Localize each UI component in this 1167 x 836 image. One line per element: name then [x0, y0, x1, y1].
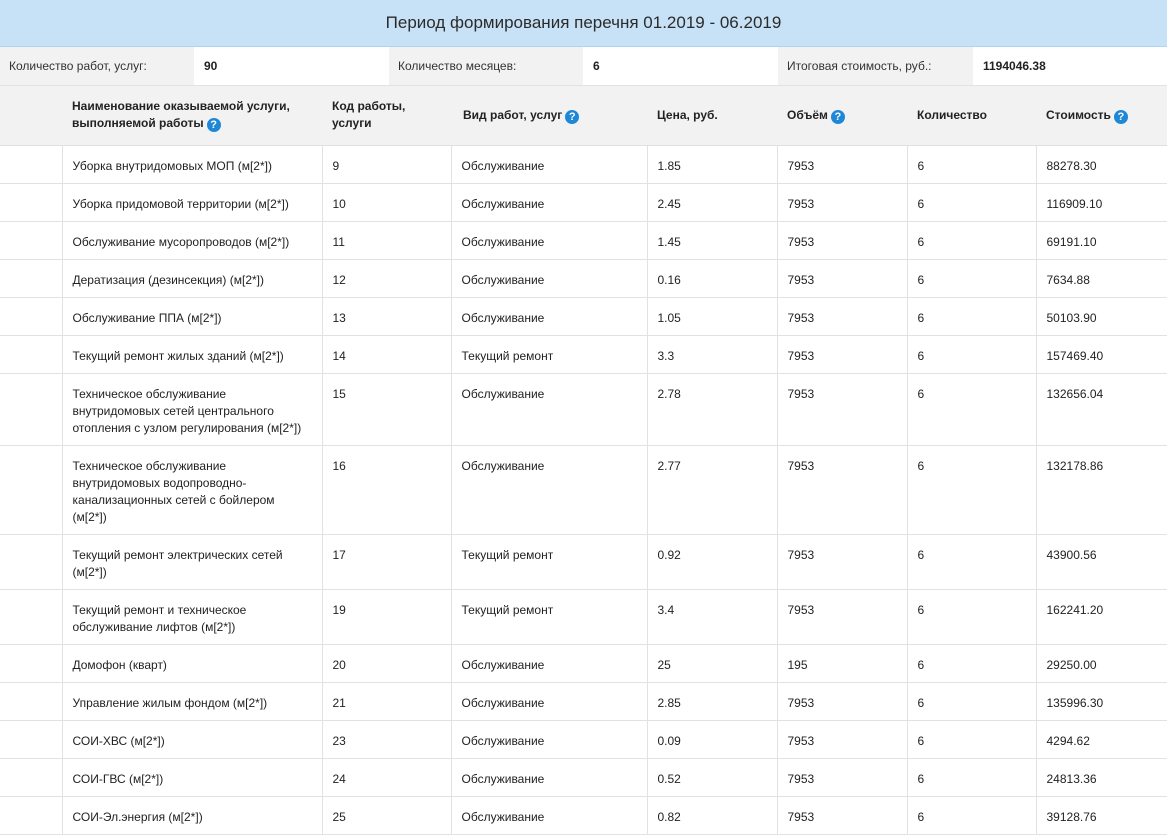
cell-price: 0.82	[647, 796, 777, 834]
table-row	[0, 373, 1167, 445]
cell-quantity: 6	[907, 589, 1036, 644]
cell-cost: 116909.10	[1036, 183, 1167, 221]
cell-code: 10	[322, 183, 451, 221]
cell-quantity: 6	[907, 682, 1036, 720]
cell-cost: 43900.56	[1036, 534, 1167, 589]
cell-quantity: 6	[907, 644, 1036, 682]
cell-price: 25	[647, 644, 777, 682]
table-row	[0, 259, 1167, 297]
cell-code: 17	[322, 534, 451, 589]
cell-volume: 7953	[777, 758, 907, 796]
cell-cost: 132178.86	[1036, 445, 1167, 534]
cell-kind: Текущий ремонт	[451, 534, 647, 589]
cell-volume: 7953	[777, 682, 907, 720]
cell-price: 2.78	[647, 373, 777, 445]
header-cost: Стоимость ?	[1036, 86, 1167, 145]
cell-quantity: 6	[907, 183, 1036, 221]
header-volume: Объём ?	[777, 86, 907, 145]
cell-kind: Обслуживание	[451, 445, 647, 534]
row-gutter	[0, 373, 62, 445]
cell-code: 24	[322, 758, 451, 796]
cell-cost: 132656.04	[1036, 373, 1167, 445]
cell-code: 21	[322, 682, 451, 720]
row-gutter	[0, 183, 62, 221]
header-gutter	[0, 86, 62, 145]
question-circle-icon[interactable]: ?	[565, 110, 579, 124]
total-cost-value: 1194046.38	[973, 47, 1167, 85]
row-gutter	[0, 758, 62, 796]
row-gutter	[0, 534, 62, 589]
row-gutter	[0, 221, 62, 259]
cell-service-name: Уборка придомовой территории (м[2*])	[62, 183, 322, 221]
cell-kind: Обслуживание	[451, 145, 647, 183]
cell-quantity: 6	[907, 145, 1036, 183]
cell-volume: 7953	[777, 796, 907, 834]
cell-quantity: 6	[907, 373, 1036, 445]
cell-code: 19	[322, 589, 451, 644]
cell-service-name: Текущий ремонт жилых зданий (м[2*])	[62, 335, 322, 373]
months-count-value: 6	[583, 47, 778, 85]
row-gutter	[0, 335, 62, 373]
cell-kind: Обслуживание	[451, 297, 647, 335]
row-gutter	[0, 445, 62, 534]
cell-kind: Обслуживание	[451, 796, 647, 834]
cell-quantity: 6	[907, 445, 1036, 534]
cell-kind: Текущий ремонт	[451, 335, 647, 373]
cell-price: 0.52	[647, 758, 777, 796]
cell-cost: 162241.20	[1036, 589, 1167, 644]
cell-volume: 7953	[777, 373, 907, 445]
cell-service-name: Техническое обслуживание внутридомовых сетей центрального отопления с узлом регулирования (м[2*])	[62, 373, 322, 445]
cell-price: 1.45	[647, 221, 777, 259]
cell-cost: 69191.10	[1036, 221, 1167, 259]
cell-volume: 7953	[777, 145, 907, 183]
cell-quantity: 6	[907, 758, 1036, 796]
cell-price: 3.3	[647, 335, 777, 373]
header-code: Код работы, услуги	[322, 86, 451, 145]
table-row	[0, 758, 1167, 796]
cell-volume: 7953	[777, 335, 907, 373]
row-gutter	[0, 796, 62, 834]
cell-service-name: Текущий ремонт электрических сетей (м[2*])	[62, 534, 322, 589]
period-title: Период формирования перечня 01.2019 - 06.2019	[385, 13, 782, 32]
cell-cost: 24813.36	[1036, 758, 1167, 796]
summary-bar	[0, 47, 1167, 86]
cell-quantity: 6	[907, 221, 1036, 259]
cell-quantity: 6	[907, 534, 1036, 589]
cell-cost: 4294.62	[1036, 720, 1167, 758]
cell-service-name: Текущий ремонт и техническое обслуживание лифтов (м[2*])	[62, 589, 322, 644]
works-count-label: Количество работ, услуг:	[0, 47, 194, 85]
cell-quantity: 6	[907, 335, 1036, 373]
question-circle-icon[interactable]: ?	[207, 118, 221, 132]
table-row	[0, 145, 1167, 183]
cell-code: 13	[322, 297, 451, 335]
services-table	[0, 86, 1167, 835]
cell-service-name: Обслуживание мусоропроводов (м[2*])	[62, 221, 322, 259]
table-row	[0, 183, 1167, 221]
cell-cost: 88278.30	[1036, 145, 1167, 183]
cell-quantity: 6	[907, 720, 1036, 758]
cell-code: 16	[322, 445, 451, 534]
cell-quantity: 6	[907, 796, 1036, 834]
cell-code: 15	[322, 373, 451, 445]
table-header-row	[0, 86, 1167, 145]
cell-volume: 7953	[777, 445, 907, 534]
cell-volume: 195	[777, 644, 907, 682]
cell-kind: Обслуживание	[451, 183, 647, 221]
cell-volume: 7953	[777, 297, 907, 335]
cell-volume: 7953	[777, 720, 907, 758]
cell-price: 2.85	[647, 682, 777, 720]
cell-volume: 7953	[777, 534, 907, 589]
cell-kind: Обслуживание	[451, 758, 647, 796]
cell-price: 0.16	[647, 259, 777, 297]
row-gutter	[0, 720, 62, 758]
cell-kind: Обслуживание	[451, 644, 647, 682]
cell-price: 2.77	[647, 445, 777, 534]
cell-code: 25	[322, 796, 451, 834]
table-row	[0, 644, 1167, 682]
cell-price: 2.45	[647, 183, 777, 221]
cell-code: 23	[322, 720, 451, 758]
cell-price: 0.09	[647, 720, 777, 758]
row-gutter	[0, 259, 62, 297]
cell-volume: 7953	[777, 183, 907, 221]
header-price: Цена, руб.	[647, 86, 777, 145]
row-gutter	[0, 589, 62, 644]
cell-cost: 157469.40	[1036, 335, 1167, 373]
cell-volume: 7953	[777, 259, 907, 297]
header-service-name: Наименование оказываемой услуги, выполняемой работы ?	[62, 86, 322, 145]
row-gutter	[0, 644, 62, 682]
row-gutter	[0, 682, 62, 720]
cell-code: 9	[322, 145, 451, 183]
cell-cost: 135996.30	[1036, 682, 1167, 720]
cell-quantity: 6	[907, 297, 1036, 335]
cell-service-name: Уборка внутридомовых МОП (м[2*])	[62, 145, 322, 183]
cell-cost: 29250.00	[1036, 644, 1167, 682]
cell-service-name: Обслуживание ППА (м[2*])	[62, 297, 322, 335]
row-gutter	[0, 297, 62, 335]
cell-service-name: Техническое обслуживание внутридомовых водопроводно-канализационных сетей с бойлером (м[2*])	[62, 445, 322, 534]
cell-kind: Текущий ремонт	[451, 589, 647, 644]
cell-kind: Обслуживание	[451, 720, 647, 758]
table-row	[0, 720, 1167, 758]
table-row	[0, 534, 1167, 589]
table-row	[0, 589, 1167, 644]
cell-cost: 50103.90	[1036, 297, 1167, 335]
cell-kind: Обслуживание	[451, 259, 647, 297]
question-circle-icon[interactable]: ?	[1114, 110, 1128, 124]
cell-kind: Обслуживание	[451, 682, 647, 720]
cell-price: 3.4	[647, 589, 777, 644]
cell-code: 12	[322, 259, 451, 297]
cell-volume: 7953	[777, 589, 907, 644]
header-kind: Вид работ, услуг ?	[451, 86, 647, 145]
header-quantity: Количество	[907, 86, 1036, 145]
cell-code: 11	[322, 221, 451, 259]
table-row	[0, 796, 1167, 834]
cell-price: 0.92	[647, 534, 777, 589]
cell-volume: 7953	[777, 221, 907, 259]
cell-service-name: Дератизация (дезинсекция) (м[2*])	[62, 259, 322, 297]
cell-price: 1.85	[647, 145, 777, 183]
cell-quantity: 6	[907, 259, 1036, 297]
cell-kind: Обслуживание	[451, 373, 647, 445]
cell-code: 20	[322, 644, 451, 682]
row-gutter	[0, 145, 62, 183]
table-row	[0, 335, 1167, 373]
question-circle-icon[interactable]: ?	[831, 110, 845, 124]
table-row	[0, 682, 1167, 720]
cell-code: 14	[322, 335, 451, 373]
cell-price: 1.05	[647, 297, 777, 335]
total-cost-label: Итоговая стоимость, руб.:	[778, 47, 973, 85]
months-count-label: Количество месяцев:	[389, 47, 583, 85]
cell-service-name: Домофон (кварт)	[62, 644, 322, 682]
cell-service-name: СОИ-ХВС (м[2*])	[62, 720, 322, 758]
works-count-value: 90	[194, 47, 389, 85]
table-row	[0, 221, 1167, 259]
cell-service-name: СОИ-Эл.энергия (м[2*])	[62, 796, 322, 834]
cell-service-name: СОИ-ГВС (м[2*])	[62, 758, 322, 796]
table-row	[0, 445, 1167, 534]
cell-kind: Обслуживание	[451, 221, 647, 259]
cell-cost: 7634.88	[1036, 259, 1167, 297]
period-banner	[0, 0, 1167, 47]
table-row	[0, 297, 1167, 335]
cell-service-name: Управление жилым фондом (м[2*])	[62, 682, 322, 720]
cell-cost: 39128.76	[1036, 796, 1167, 834]
